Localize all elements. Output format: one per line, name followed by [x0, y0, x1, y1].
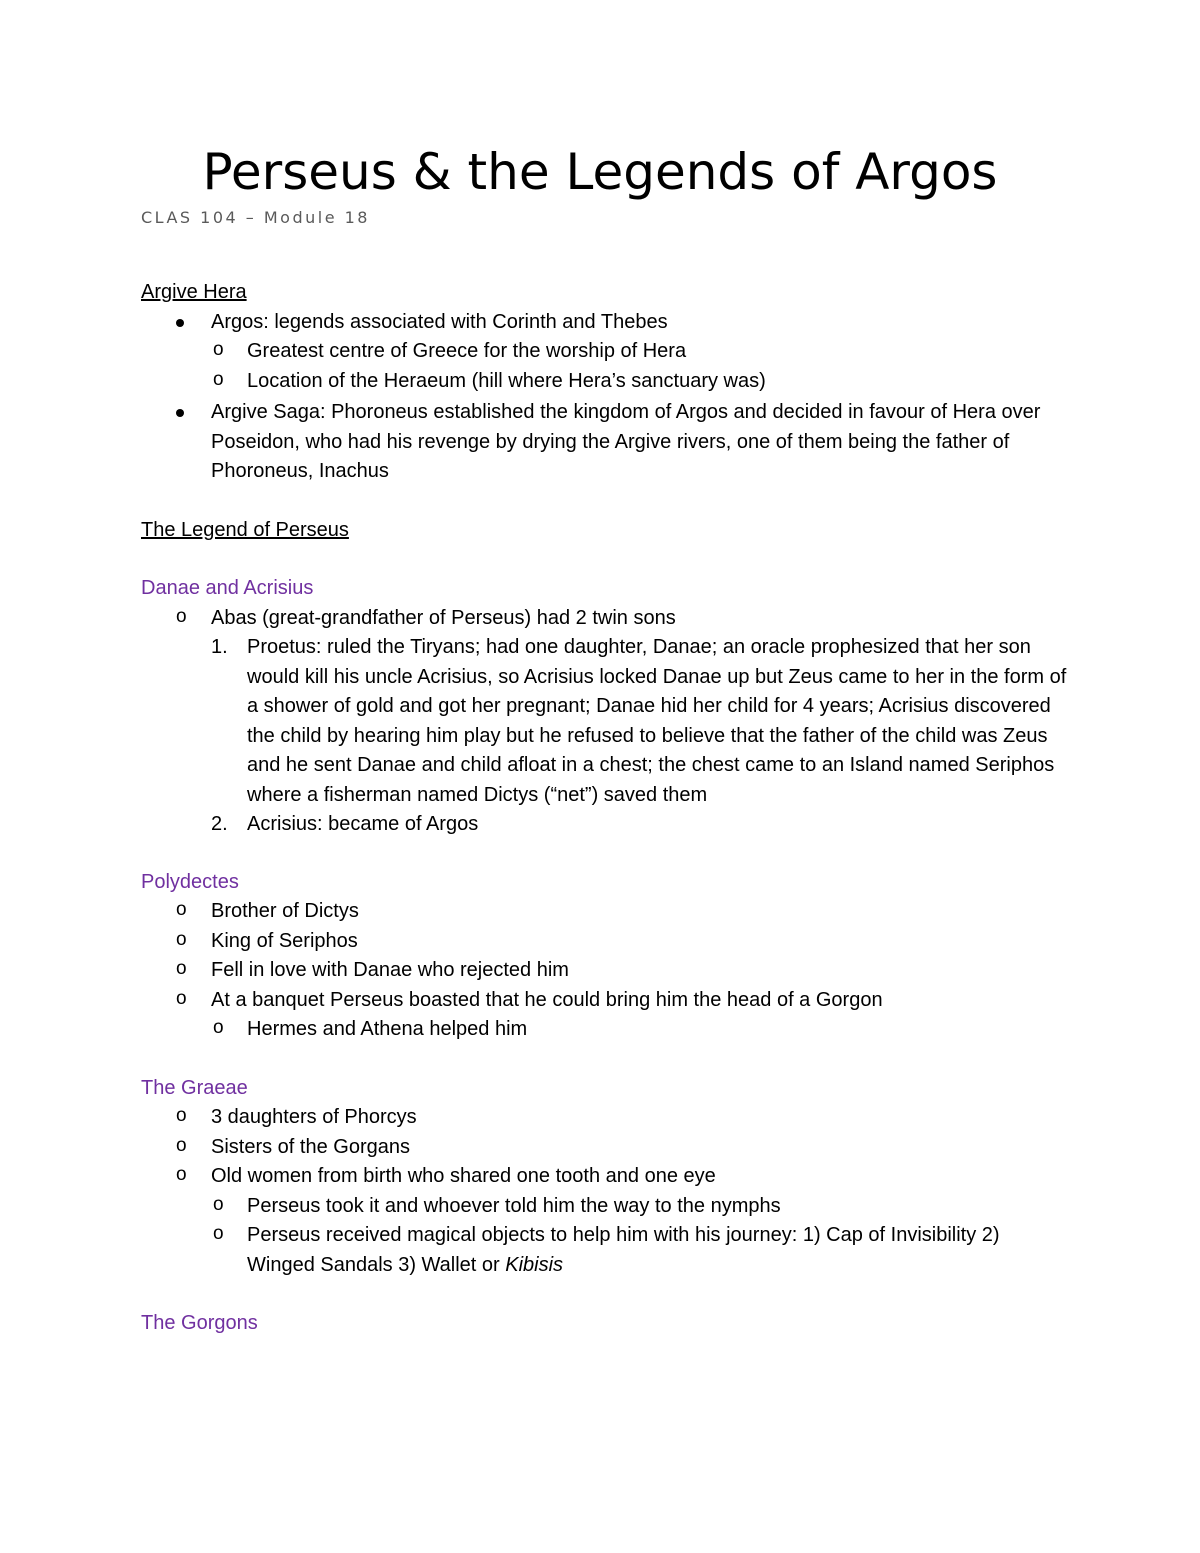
italic-term: Kibisis [505, 1253, 564, 1276]
list-item: o Hermes and Athena helped him [141, 1015, 1071, 1045]
numbered-item: 2. Acrisius: became of Argos [141, 810, 1071, 840]
section-heading-argive-hera: Argive Hera [141, 281, 247, 303]
section-heading-danae-acrisius: Danae and Acrisius [141, 577, 314, 599]
graeae-list [141, 1103, 1071, 1280]
list-item: o 3 daughters of Phorcys [141, 1103, 1071, 1133]
section-heading-graeae: The Graeae [141, 1076, 248, 1099]
section-heading-polydectes: Polydectes [141, 870, 239, 893]
list-item: o Perseus received magical objects to help him with his journey: 1) Cap of Invisibility 2) Winged Sandals 3) Wallet or Kibisis [141, 1221, 1071, 1280]
list-item: o Abas (great-grandfather of Perseus) had 2 twin sons [141, 604, 1071, 634]
list-item: Argive Saga: Phoroneus established the kingdom of Argos and decided in favour of Hera over Poseidon, who had his revenge by drying the Argive rivers, one of them being the father of Phoroneus, Inachus [141, 398, 1071, 487]
argive-hera-list [141, 308, 1071, 487]
list-item: o King of Seriphos [141, 927, 1071, 957]
section-heading-legend-of-perseus: The Legend of Perseus [141, 518, 349, 541]
list-item: o At a banquet Perseus boasted that he could bring him the head of a Gorgon [141, 986, 1071, 1016]
list-item: o Greatest centre of Greece for the worship of Hera [141, 337, 1071, 367]
polydectes-list [141, 897, 1071, 1045]
list-item: o Fell in love with Danae who rejected him [141, 956, 1071, 986]
numbered-item: 1. Proetus: ruled the Tiryans; had one daughter, Danae; an oracle prophesized that her son would kill his uncle Acrisius, so Acrisius locked Danae up but Zeus came to her in the form of a shower of gold and got her pregnant; Danae hid her child for 4 years; Acrisius discovered the child by hearing him play but he refused to believe that the father of the child was Zeus and he sent Danae and child afloat in a chest; the chest came to an Island named Seriphos where a fisherman named Dictys (“net”) saved them [141, 633, 1071, 810]
list-item: o Old women from birth who shared one tooth and one eye [141, 1162, 1071, 1192]
list-item: o Brother of Dictys [141, 897, 1071, 927]
document-subtitle: CLAS 104 – Module 18 [141, 208, 370, 227]
list-item: o Sisters of the Gorgans [141, 1133, 1071, 1163]
list-item: Argos: legends associated with Corinth and Thebes [141, 308, 1071, 338]
document-body [141, 278, 1071, 1339]
section-heading-gorgons: The Gorgons [141, 1312, 258, 1334]
list-item: o Perseus took it and whoever told him the way to the nymphs [141, 1192, 1071, 1222]
danae-acrisius-numbered-list [141, 633, 1071, 840]
document-title: Perseus & the Legends of Argos [202, 143, 998, 201]
list-item: o Location of the Heraeum (hill where Hera’s sanctuary was) [141, 367, 1071, 397]
danae-acrisius-list [141, 604, 1071, 634]
